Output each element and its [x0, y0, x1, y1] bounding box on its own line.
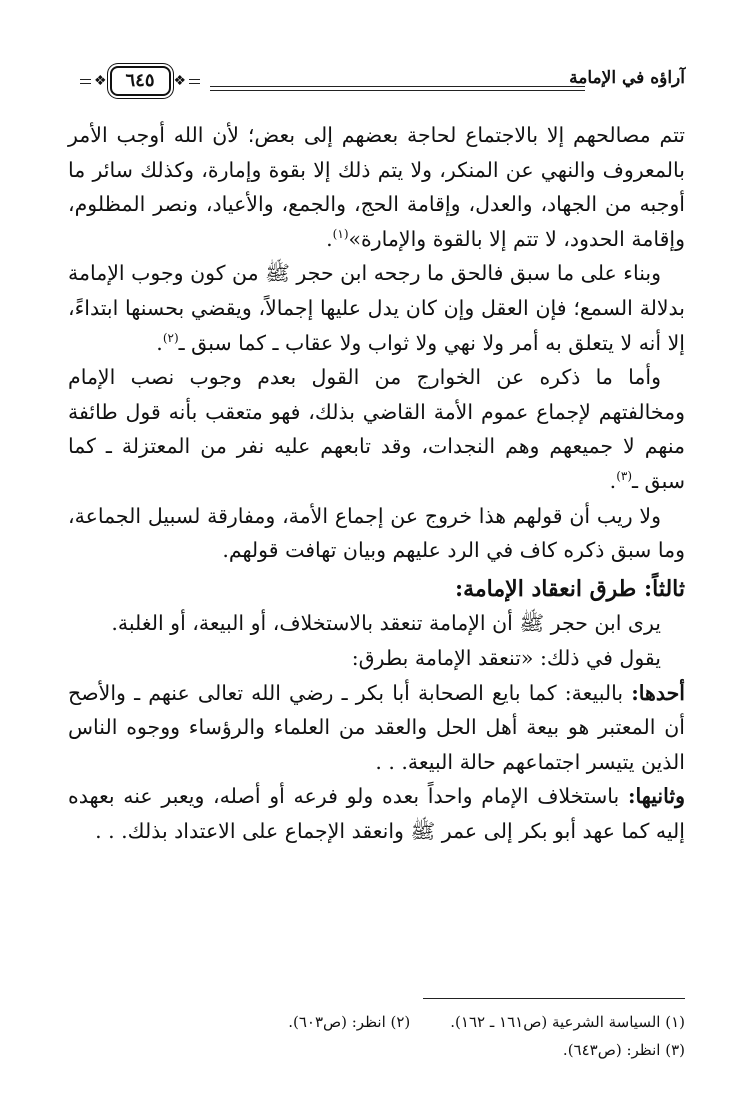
- footnote-ref: (٣): [616, 469, 633, 484]
- section-heading: [68, 572, 685, 607]
- paragraph: يقول في ذلك: «تنعقد الإمامة بطرق:: [351, 645, 661, 670]
- paragraph: وبناء على ما سبق فالحق ما رجحه ابن حجر ﷺ من كون وجوب الإمامة بدلالة السمع؛ فإن العقل وإن كان يدل عليها إجمالاً، ويقضي بحسنها ابتداءً، إلا أنه لا يتعلق به أمر ولا نهي ولا ثواب ولا عقاب ـ كما سبق ـ$^{(٢)}$.: [68, 261, 685, 355]
- footnote-ref: (١): [332, 226, 349, 241]
- paragraph: ولا ريب أن قولهم هذا خروج عن إجماع الأمة، ومفارقة لسبيل الجماعة، وما سبق ذكره كاف في الرد عليهم وبيان تهافت قولهم.: [68, 503, 685, 563]
- footnotes: [70, 1008, 685, 1064]
- footnote-2: (٢) انظر: (ص٦٠٣).: [288, 1013, 411, 1031]
- page-number-ornament: [80, 64, 200, 98]
- page-number: ٦٤٥: [110, 66, 171, 96]
- paragraph-text: وأما ما ذكره عن الخوارج من القول بعدم وجوب نصب الإمام ومخالفتهم لإجماع عموم الأمة القاضي بذلك، فهو متعقب بأنه قول طائفة منهم لا جميعهم وهم النجدات، وقد تابعهم عليه نفر من المعتزلة ـ كما سبق ـ: [68, 365, 685, 493]
- paragraph-text: وبناء على ما سبق فالحق ما رجحه ابن حجر ﷺ من كون وجوب الإمامة بدلالة السمع؛ فإن العقل وإن كان يدل عليها إجمالاً، ويقضي بحسنها ابتداءً، إلا أنه لا يتعلق به أمر ولا نهي ولا ثواب ولا عقاب ـ كما سبق ـ: [68, 261, 685, 355]
- paragraph-text: تتم مصالحهم إلا بالاجتماع لحاجة بعضهم إلى بعض؛ لأن الله أوجب الأمر بالمعروف والنهي عن المنكر، ولا يتم ذلك إلا بقوة وإمارة، وكذلك سائر ما أوجبه من الجهاد، والعدل، وإقامة الحج، والجمع، والأعياد، ونصر المظلوم، وإقامة الحدود، لا تتم إلا بالقوة والإمارة»: [68, 123, 685, 251]
- page-header: [70, 62, 685, 102]
- footnote-row: [70, 1008, 685, 1036]
- section-heading-label: ثالثاً:: [644, 575, 685, 602]
- paragraph-text: باستخلاف الإمام واحداً بعده ولو فرعه أو أصله، ويعبر عنه بعهده إليه كما عهد أبو بكر إلى عمر ﷺ وانعقد الإجماع على الاعتداد بذلك. . .: [68, 784, 685, 843]
- paragraph: تتم مصالحهم إلا بالاجتماع لحاجة بعضهم إلى بعض؛ لأن الله أوجب الأمر بالمعروف والنهي عن المنكر، ولا يتم ذلك إلا بقوة وإمارة، وكذلك سائر ما أوجبه من الجهاد، والعدل، وإقامة الحج، والجمع، والأعياد، ونصر المظلوم، وإقامة الحدود، لا تتم إلا بالقوة والإمارة»$^{(١)}$.: [68, 123, 685, 251]
- paragraph: [68, 779, 685, 848]
- paragraph: [68, 676, 685, 780]
- footnote-1: (١) السياسة الشرعية (ص١٦١ ـ ١٦٢).: [450, 1013, 685, 1031]
- paragraph: يرى ابن حجر ﷺ أن الإمامة تنعقد بالاستخلاف، أو البيعة، أو الغلبة.: [111, 611, 661, 636]
- running-title: آراؤه في الإمامة: [569, 68, 685, 88]
- header-rule: [210, 86, 585, 91]
- ornament-icon: ❖: [93, 73, 107, 89]
- paragraph-text: بالبيعة: كما بايع الصحابة أبا بكر ـ رضي الله تعالى عنهم ـ والأصح أن المعتبر هو بيعة أهل الحل والعقد من العلماء والرؤساء ووجوه الناس الذين يتيسر اجتماعهم حالة البيعة. . .: [68, 680, 685, 774]
- ornament-line-right: [80, 79, 91, 84]
- paragraph-lead: وثانيها:: [627, 784, 685, 809]
- main-text: [68, 118, 685, 848]
- paragraph-lead: أحدها:: [631, 680, 685, 705]
- footnote-3: (٣) انظر: (ص٦٤٣).: [562, 1041, 685, 1059]
- ornament-line-left: [189, 79, 200, 84]
- section-heading-text: طرق انعقاد الإمامة:: [454, 575, 637, 602]
- paragraph: وأما ما ذكره عن الخوارج من القول بعدم وجوب نصب الإمام ومخالفتهم لإجماع عموم الأمة القاضي بذلك، فهو متعقب بأنه قول طائفة منهم لا جميعهم وهم النجدات، وقد تابعهم عليه نفر من المعتزلة ـ كما سبق ـ$^{(٣)}$.: [68, 365, 685, 493]
- footnote-ref: (٢): [162, 330, 179, 345]
- ornament-icon: ❖: [173, 73, 187, 89]
- footnote-row: [70, 1036, 685, 1064]
- footnote-rule: [423, 998, 685, 999]
